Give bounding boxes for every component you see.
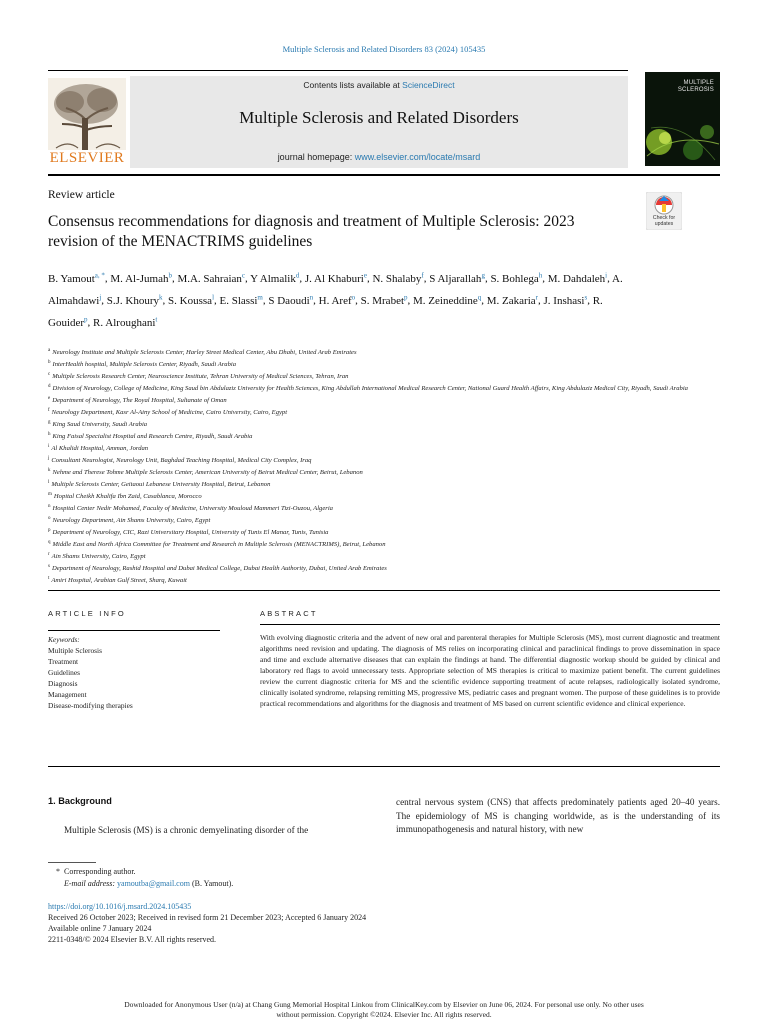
author-name[interactable]: M. Al-Jumah$^b$: [110, 271, 172, 285]
affiliation-mark: h: [48, 431, 51, 437]
article-title: Consensus recommendations for diagnosis and treatment of Multiple Sclerosis: 2023 revision of the MENACTRIMS guidelines: [48, 213, 575, 250]
cover-title: [654, 80, 714, 93]
affiliation-item: [48, 562, 688, 574]
author-affiliation-mark[interactable]: s: [584, 293, 588, 302]
affiliation-text: Department of Neurology, The Royal Hospital, Sultanate of Oman: [52, 397, 227, 405]
check-for-updates-label: Check for updates: [652, 215, 676, 227]
affiliation-mark: p: [48, 527, 51, 533]
affiliation-item: [48, 442, 688, 454]
author-affiliation-mark[interactable]: c: [241, 271, 246, 279]
affiliation-text: Hospital Center Nedir Mohamed, Faculty of Medicine, University Mouloud Mammeri Tizi-Ouzou, Algeria: [52, 504, 333, 512]
affiliation-mark: i: [48, 443, 50, 449]
publisher-name: ELSEVIER: [49, 150, 125, 166]
affiliation-mark: q: [48, 539, 51, 545]
cover-title-line2: SCLEROSIS: [677, 86, 714, 93]
affiliation-item: [48, 382, 688, 394]
email-link[interactable]: yamoutba@gmail.com: [117, 879, 190, 888]
affiliation-text: Nehme and Therese Tohme Multiple Sclerosis Center, American University of Beirut Medical Center, Beirut, Lebanon: [52, 469, 363, 477]
keyword-list: [48, 645, 228, 711]
available-online: Available online 7 January 2024: [48, 924, 152, 933]
author-name[interactable]: S.J. Khoury$^k$: [106, 293, 163, 307]
affiliation-text: Neurology Institute and Multiple Sclerosis Center, Harley Street Medical Center, Abu Dhabi, United Arab Emirates: [52, 349, 357, 357]
affiliation-mark: o: [48, 515, 51, 521]
affiliation-mark: b: [48, 359, 51, 365]
affiliation-item: [48, 526, 688, 538]
body-column-left: Multiple Sclerosis (MS) is a chronic demyelinating disorder of the: [64, 825, 309, 835]
author-name[interactable]: R. Gouider$^p$: [48, 294, 603, 329]
author-affiliation-mark[interactable]: b: [168, 271, 172, 279]
affiliation-item: [48, 490, 688, 502]
keyword-item: Multiple Sclerosis: [48, 646, 102, 655]
author-affiliation-mark[interactable]: f: [421, 271, 424, 279]
affiliation-item: [48, 370, 688, 382]
sciencedirect-link[interactable]: ScienceDirect: [402, 80, 455, 90]
masthead-bottom-rule: [48, 174, 720, 176]
affiliation-mark: t: [48, 575, 50, 581]
article-type: Review article: [48, 189, 115, 201]
author-name[interactable]: N. Shalaby$^f$: [372, 271, 424, 285]
affiliation-item: [48, 538, 688, 550]
affiliation-mark: m: [48, 491, 52, 497]
affiliation-text: Amiri Hospital, Arabian Gulf Street, Sharq, Kuwait: [51, 576, 187, 584]
keyword-item: Management: [48, 690, 87, 699]
author-affiliation-mark[interactable]: t: [155, 315, 158, 324]
affiliation-text: Department of Neurology, CIC, Razi Universitary Hospital, University of Tunis El Manar, Tunis, Tunisia: [52, 528, 329, 536]
abstract-text: With evolving diagnostic criteria and the advent of new oral and parenteral therapies for Multiple Sclerosis (MS), most current diagnostic and treatment algorithms need revision and updating. The diagnosis of MS relies on incorporating clinical and paraclinical findings to prove dissemination in space and time and exclude alternative diseases that can explain the findings at hand. The differential diagnostic workup should be guided by clinical and laboratory red flags to avoid unnecessary tests. Appropriate selection of MS therapies is critical to maximize patient benefit. The current guidelines review the current diagnostic criteria for MS and the scientific evidence supporting treatment of acute relapses, radiologically isolated syndrome, clinically isolated syndrome, relapsing remitting MS, progressive MS, pediatric cases and pregnant women. The purpose of these guidelines is to provide practical recommendations and algorithms for the diagnosis and treatment of MS based on current scientific evidence and clinical experience.: [260, 633, 720, 709]
email-owner: (B. Yamout).: [191, 879, 234, 888]
affiliation-item: [48, 478, 688, 490]
author-name[interactable]: B. Yamout$^{a, *}$: [48, 271, 105, 285]
affiliation-item: [48, 358, 688, 370]
affiliation-item: [48, 406, 688, 418]
email-note: [48, 878, 448, 890]
contents-prefix: Contents lists available at: [303, 80, 403, 90]
affiliation-mark: k: [48, 467, 51, 473]
header-rule: [48, 70, 628, 71]
author-name[interactable]: Y Almalik$^d$: [250, 271, 300, 285]
abstract-rule: [260, 624, 720, 625]
corresponding-label: Corresponding author.: [64, 867, 136, 876]
author-affiliation-mark[interactable]: e: [363, 271, 367, 279]
author-name[interactable]: M.A. Sahraian$^c$: [177, 271, 246, 285]
affiliation-mark: a: [48, 348, 51, 353]
affiliation-mark: r: [48, 551, 50, 557]
affiliation-item: [48, 466, 688, 478]
author-affiliation-mark[interactable]: l: [212, 293, 215, 302]
author-affiliation-mark[interactable]: d: [295, 271, 300, 279]
affiliation-text: Hopital Cheikh Khalifa Ibn Zaid, Casablanca, Morocco: [53, 493, 202, 500]
affiliation-item: [48, 430, 688, 442]
affiliation-text: King Faisal Specialist Hospital and Research Centre, Riyadh, Saudi Arabia: [52, 433, 253, 441]
affiliation-item: [48, 502, 688, 514]
journal-cover-image: [645, 72, 720, 166]
affiliation-text: Al Khalidi Hospital, Amman, Jordan: [51, 445, 149, 453]
abstract-bottom-rule: [48, 766, 720, 767]
author-name[interactable]: A. Almahdawi$^j$: [48, 272, 623, 307]
affiliation-item: [48, 574, 688, 586]
author-name[interactable]: S. Bohlega$^h$: [490, 271, 543, 285]
affiliation-mark: f: [48, 407, 50, 413]
affiliation-text: Multiple Sclerosis Research Center, Neuroscience Institute, Tehran University of Medical Sciences, Tehran, Iran: [52, 373, 349, 381]
article-info-heading: ARTICLE INFO: [48, 609, 126, 618]
author-name[interactable]: J. Al Khaburi$^e$: [304, 271, 367, 285]
author-name[interactable]: M. Zeineddine$^q$: [413, 293, 482, 307]
author-name[interactable]: E. Slassi$^m$: [219, 293, 263, 307]
author-affiliation-mark[interactable]: p: [404, 293, 408, 302]
abstract-heading: ABSTRACT: [260, 609, 318, 618]
affiliation-mark: d: [48, 383, 51, 389]
affiliation-mark: s: [48, 563, 50, 569]
journal-banner: [130, 76, 628, 168]
affiliation-text: Multiple Sclerosis Center, Geitaoui Lebanese University Hospital, Beirut, Lebanon: [51, 481, 271, 489]
author-affiliation-mark[interactable]: i: [605, 271, 608, 279]
author-name[interactable]: M. Dahdaleh$^i$: [547, 271, 608, 285]
affiliation-mark: c: [48, 371, 51, 377]
homepage-line: [130, 152, 628, 162]
contents-line: [130, 80, 628, 90]
article-info-rule: [48, 630, 220, 631]
homepage-prefix: journal homepage:: [277, 152, 355, 162]
corresponding-mark: *: [56, 867, 60, 876]
section-heading-background: 1. Background: [48, 796, 112, 806]
received-dates: Received 26 October 2023; Received in revised form 21 December 2023; Accepted 6 January 2024: [48, 913, 367, 922]
affiliation-item: [48, 454, 688, 466]
publication-info: [48, 901, 528, 945]
author-affiliation-mark[interactable]: g: [481, 271, 485, 279]
author-name[interactable]: S. Mrabet$^p$: [360, 293, 408, 307]
affiliation-text: Neurology Department, Ain Shams University, Cairo, Egypt: [52, 516, 211, 524]
cover-title-line1: MULTIPLE: [683, 80, 714, 86]
author-name[interactable]: H. Aref$^o$: [318, 293, 356, 307]
affiliation-mark: g: [48, 419, 51, 425]
author-name[interactable]: J. Inshasi$^s$: [543, 293, 588, 307]
masthead: [48, 76, 628, 168]
download-notice: Downloaded for Anonymous User (n/a) at Chang Gung Memorial Hospital Linkou from ClinicalKey.com by Elsevier on June 06, 2024. For personal use only. No other uses without permission. Copyright ©2024. Elsevier Inc. All rights reserved.: [124, 1000, 644, 1019]
author-name[interactable]: S Daoudi$^n$: [268, 293, 314, 307]
author-list: B. Yamout$^{a, *}$, M. Al-Jumah$^b$, M.A. Sahraian$^c$, Y Almalik$^d$, J. Al Khaburi$^e$, N. Shalaby$^f$, S Aljarallah$^g$, S. Bohlega$^h$, M. Dahdaleh$^i$, A. Almahdawi$^j$, S.J. Khoury$^k$, S. Koussa$^l$, E. Slassi$^m$, S Daoudi$^n$, H. Aref$^o$, S. Mrabet$^p$, M. Zeineddine$^q$, M. Zakaria$^r$, J. Inshasi$^s$, R. Gouider$^p$, R. Alroughani$^t$: [48, 271, 623, 329]
keywords-label: Keywords:: [48, 635, 80, 644]
author-name[interactable]: R. Alroughani$^t$: [93, 315, 158, 329]
author-affiliation-mark[interactable]: o: [351, 293, 356, 302]
affiliation-item: [48, 514, 688, 526]
affiliation-text: Consultant Neurologist, Neurology Unit, Baghdad Teaching Hospital, Medical City Complex, Iraq: [51, 457, 312, 465]
author-affiliation-mark[interactable]: n: [309, 293, 314, 302]
keyword-item: Guidelines: [48, 668, 81, 677]
footnote-rule: [48, 862, 96, 863]
author-name[interactable]: S. Koussa$^l$: [168, 293, 215, 307]
footnotes: [48, 866, 448, 890]
doi-link[interactable]: https://doi.org/10.1016/j.msard.2024.105435: [48, 902, 192, 911]
author-affiliation-mark[interactable]: q: [477, 293, 482, 302]
corresponding-author-note: [48, 866, 448, 878]
author-affiliation-mark[interactable]: a, *: [94, 271, 105, 279]
section-rule: [48, 590, 720, 591]
running-head: Multiple Sclerosis and Related Disorders 83 (2024) 105435: [282, 44, 486, 54]
copyright: 2211-0348/© 2024 Elsevier B.V. All rights reserved.: [48, 935, 217, 944]
author-affiliation-mark[interactable]: m: [257, 293, 263, 302]
affiliation-mark: e: [48, 395, 51, 401]
affiliation-text: Neurology Department, Kasr Al-Ainy School of Medicine, Cairo University, Cairo, Egypt: [51, 409, 288, 417]
author-affiliation-mark[interactable]: h: [538, 271, 543, 279]
author-affiliation-mark[interactable]: p: [84, 315, 88, 324]
journal-homepage-link[interactable]: www.elsevier.com/locate/msard: [354, 152, 481, 162]
affiliation-text: Division of Neurology, College of Medicine, King Saud bin Abdulaziz University for Health Sciences, King Abdullah International Medical Research Center, National Guard Health Affairs, King Abdulaziz Medical City, Riyadh, Saudi Arabia: [52, 385, 688, 393]
affiliation-item: [48, 346, 688, 358]
author-name[interactable]: S Aljarallah$^g$: [429, 271, 485, 285]
affiliation-mark: l: [48, 479, 50, 485]
affiliation-list: [48, 346, 688, 586]
affiliation-text: Middle East and North Africa Committee for Treatment and Research in Multiple Sclerosis (MENACTRIMS), Beirut, Lebanon: [52, 540, 386, 548]
author-name[interactable]: M. Zakaria$^r$: [486, 293, 538, 307]
author-affiliation-mark[interactable]: j: [99, 293, 102, 302]
affiliation-mark: j: [48, 455, 50, 461]
affiliation-text: King Saud University, Saudi Arabia: [52, 421, 148, 429]
affiliation-item: [48, 550, 688, 562]
check-for-updates-button[interactable]: [646, 192, 682, 230]
author-affiliation-mark[interactable]: k: [159, 293, 163, 302]
affiliation-mark: n: [48, 503, 51, 509]
keywords-block: [48, 634, 228, 711]
keyword-item: Disease-modifying therapies: [48, 701, 133, 710]
author-affiliation-mark[interactable]: r: [535, 293, 538, 302]
body-column-right: central nervous system (CNS) that affects predominately patients aged 20–40 years. The epidemiology of MS is changing worldwide, as is the understanding of its immunopathogenesis and natural history, with new: [396, 797, 720, 834]
email-label: E-mail address:: [64, 879, 116, 888]
keyword-item: Treatment: [48, 657, 79, 666]
journal-title: Multiple Sclerosis and Related Disorders: [239, 108, 519, 127]
affiliation-item: [48, 418, 688, 430]
affiliation-text: Ain Shams University, Cairo, Egypt: [51, 552, 146, 560]
keyword-item: Diagnosis: [48, 679, 78, 688]
affiliation-text: InterHealth hospital, Multiple Sclerosis Center, Riyadh, Saudi Arabia: [52, 361, 237, 369]
affiliation-text: Department of Neurology, Rashid Hospital and Dubai Medical College, Dubai Health Authority, Dubai, United Arab Emirates: [51, 564, 387, 572]
affiliation-item: [48, 394, 688, 406]
